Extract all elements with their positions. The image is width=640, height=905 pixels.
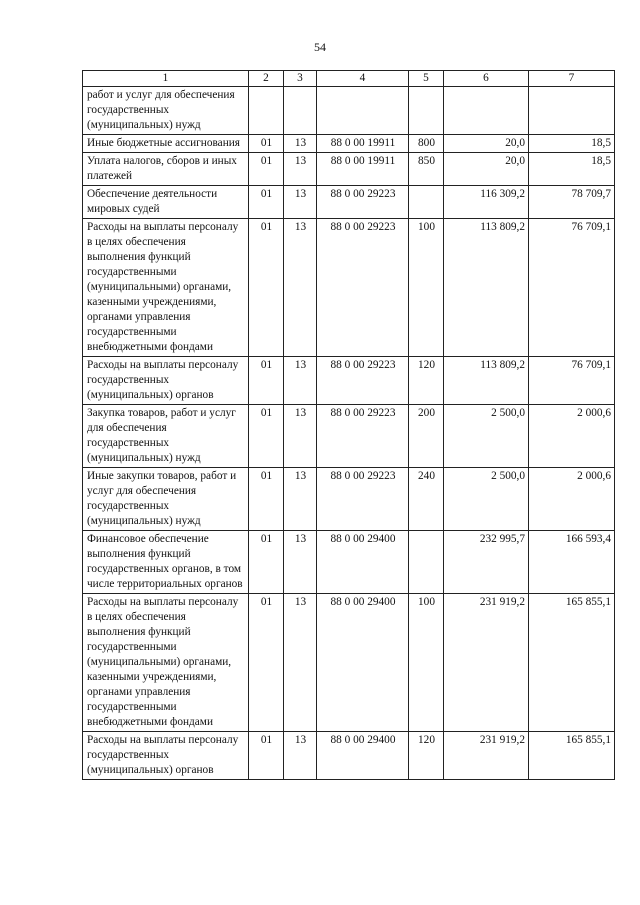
- table-row: [83, 135, 615, 153]
- target-article-cell: 88 0 00 19911: [317, 135, 409, 153]
- actual-amount-cell: 165 855,1: [529, 594, 615, 732]
- actual-amount-cell: 18,5: [529, 153, 615, 186]
- expense-type-cell: 200: [409, 405, 444, 468]
- expense-type-cell: 240: [409, 468, 444, 531]
- plan-amount-cell: 232 995,7: [444, 531, 529, 594]
- expense-type-cell: 100: [409, 219, 444, 357]
- table-row: [83, 153, 615, 186]
- row-name-cell: Расходы на выплаты персоналу в целях обеспечения выполнения функций государственными (муниципальными) органами, казенными учреждениями, органами управления государственными внебюджетными фондами: [83, 594, 249, 732]
- target-article-cell: 88 0 00 29223: [317, 219, 409, 357]
- target-article-cell: 88 0 00 29400: [317, 732, 409, 780]
- subsection-code-cell: 13: [284, 219, 317, 357]
- row-name-cell: Финансовое обеспечение выполнения функций государственных органов, в том числе территориальных органов: [83, 531, 249, 594]
- table-row: [83, 531, 615, 594]
- row-name-cell: Обеспечение деятельности мировых судей: [83, 186, 249, 219]
- plan-amount-cell: 231 919,2: [444, 732, 529, 780]
- plan-amount-cell: 20,0: [444, 135, 529, 153]
- actual-amount-cell: 76 709,1: [529, 219, 615, 357]
- table-row: [83, 594, 615, 732]
- expense-type-cell: 120: [409, 732, 444, 780]
- section-code-cell: 01: [249, 594, 284, 732]
- subsection-code-cell: 13: [284, 531, 317, 594]
- subsection-code-cell: 13: [284, 186, 317, 219]
- table-row: [83, 87, 615, 135]
- section-code-cell: 01: [249, 531, 284, 594]
- target-article-cell: 88 0 00 29223: [317, 405, 409, 468]
- header-cell: 1: [83, 71, 249, 87]
- section-code-cell: 01: [249, 732, 284, 780]
- actual-amount-cell: [529, 87, 615, 135]
- expense-type-cell: 800: [409, 135, 444, 153]
- plan-amount-cell: 113 809,2: [444, 357, 529, 405]
- row-name-cell: Расходы на выплаты персоналу государственных (муниципальных) органов: [83, 357, 249, 405]
- subsection-code-cell: 13: [284, 153, 317, 186]
- row-name-cell: Уплата налогов, сборов и иных платежей: [83, 153, 249, 186]
- row-name-cell: работ и услуг для обеспечения государственных (муниципальных) нужд: [83, 87, 249, 135]
- table-row: [83, 732, 615, 780]
- subsection-code-cell: 13: [284, 357, 317, 405]
- row-name-cell: Иные закупки товаров, работ и услуг для обеспечения государственных (муниципальных) нужд: [83, 468, 249, 531]
- target-article-cell: 88 0 00 29223: [317, 357, 409, 405]
- subsection-code-cell: 13: [284, 405, 317, 468]
- plan-amount-cell: 2 500,0: [444, 405, 529, 468]
- section-code-cell: 01: [249, 468, 284, 531]
- table-row: [83, 405, 615, 468]
- subsection-code-cell: 13: [284, 732, 317, 780]
- expense-type-cell: 100: [409, 594, 444, 732]
- expense-type-cell: [409, 186, 444, 219]
- section-code-cell: 01: [249, 357, 284, 405]
- actual-amount-cell: 166 593,4: [529, 531, 615, 594]
- subsection-code-cell: 13: [284, 468, 317, 531]
- table-row: [83, 357, 615, 405]
- plan-amount-cell: [444, 87, 529, 135]
- header-cell: 7: [529, 71, 615, 87]
- actual-amount-cell: 2 000,6: [529, 468, 615, 531]
- row-name-cell: Расходы на выплаты персоналу в целях обеспечения выполнения функций государственными (муниципальными) органами, казенными учреждениями, органами управления государственными внебюджетными фондами: [83, 219, 249, 357]
- page-number: 54: [314, 40, 326, 54]
- section-code-cell: 01: [249, 153, 284, 186]
- target-article-cell: 88 0 00 29223: [317, 468, 409, 531]
- plan-amount-cell: 116 309,2: [444, 186, 529, 219]
- plan-amount-cell: 231 919,2: [444, 594, 529, 732]
- target-article-cell: 88 0 00 29223: [317, 186, 409, 219]
- plan-amount-cell: 113 809,2: [444, 219, 529, 357]
- row-name-cell: Расходы на выплаты персоналу государственных (муниципальных) органов: [83, 732, 249, 780]
- section-code-cell: 01: [249, 219, 284, 357]
- header-cell: 6: [444, 71, 529, 87]
- table-row: [83, 468, 615, 531]
- table-row: [83, 219, 615, 357]
- actual-amount-cell: 78 709,7: [529, 186, 615, 219]
- header-cell: 4: [317, 71, 409, 87]
- section-code-cell: 01: [249, 186, 284, 219]
- expense-type-cell: 120: [409, 357, 444, 405]
- target-article-cell: 88 0 00 29400: [317, 594, 409, 732]
- subsection-code-cell: 13: [284, 594, 317, 732]
- actual-amount-cell: 18,5: [529, 135, 615, 153]
- section-code-cell: [249, 87, 284, 135]
- section-code-cell: 01: [249, 135, 284, 153]
- expense-type-cell: [409, 87, 444, 135]
- target-article-cell: 88 0 00 29400: [317, 531, 409, 594]
- row-name-cell: Закупка товаров, работ и услуг для обеспечения государственных (муниципальных) нужд: [83, 405, 249, 468]
- row-name-cell: Иные бюджетные ассигнования: [83, 135, 249, 153]
- table-row: [83, 186, 615, 219]
- actual-amount-cell: 76 709,1: [529, 357, 615, 405]
- header-cell: 3: [284, 71, 317, 87]
- table-header-row: [83, 71, 615, 87]
- target-article-cell: [317, 87, 409, 135]
- section-code-cell: 01: [249, 405, 284, 468]
- budget-table: [82, 70, 615, 780]
- subsection-code-cell: [284, 87, 317, 135]
- plan-amount-cell: 20,0: [444, 153, 529, 186]
- actual-amount-cell: 165 855,1: [529, 732, 615, 780]
- target-article-cell: 88 0 00 19911: [317, 153, 409, 186]
- actual-amount-cell: 2 000,6: [529, 405, 615, 468]
- header-cell: 2: [249, 71, 284, 87]
- subsection-code-cell: 13: [284, 135, 317, 153]
- expense-type-cell: [409, 531, 444, 594]
- header-cell: 5: [409, 71, 444, 87]
- plan-amount-cell: 2 500,0: [444, 468, 529, 531]
- expense-type-cell: 850: [409, 153, 444, 186]
